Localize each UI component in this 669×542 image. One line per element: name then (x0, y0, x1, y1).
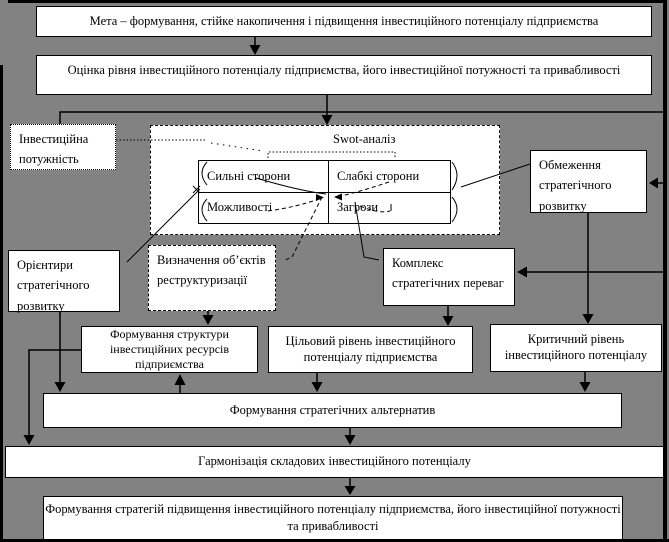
connector-constraints-to-critical (583, 213, 594, 324)
frame-border-left (0, 65, 3, 542)
node-strategic-advantages-label: Комплекс стратегічних переваг (392, 256, 504, 291)
node-harmonization (5, 446, 664, 478)
swot-cell-opportunities (199, 193, 329, 223)
node-guidelines (8, 250, 120, 312)
swot-cell-weaknesses (329, 161, 450, 193)
connector-assessment-to-swot (322, 95, 333, 125)
connector-goal-to-assessment (250, 37, 261, 55)
node-resources-structure-label: Формування структури інвестиційних ресурсів підприємства (109, 327, 230, 371)
node-strategic-advantages (383, 248, 515, 306)
node-investment-capacity (10, 124, 116, 170)
node-alternatives (43, 393, 622, 428)
node-harmonization-label: Гармонізація складових інвестиційного потенціалу (198, 454, 471, 469)
node-goal-label: Мета – формування, стійке накопичення і підвищення інвестиційного потенціалу підприємства (89, 13, 599, 28)
connector-guidelines-to-alternatives (55, 312, 66, 392)
node-assessment-label: Оцінка рівня інвестиційного потенціалу підприємства, його інвестиційної потужності та привабливості (67, 63, 621, 77)
node-critical-level-label: Критичний рівень інвестиційного потенціалу (504, 332, 648, 362)
connector-alternatives-to-resources (175, 374, 186, 393)
swot-weaknesses-label: Слабкі сторони (337, 168, 420, 183)
swot-opportunities-label: Можливості (207, 200, 273, 215)
node-goal (36, 6, 652, 37)
connector-branch-line (60, 112, 663, 124)
node-critical-level (490, 324, 662, 372)
connector-alternatives-to-harmonization (345, 428, 356, 445)
node-target-level (268, 326, 473, 373)
node-constraints-label: Обмеження стратегічного розвитку (539, 158, 612, 213)
connector-advantages-to-target (443, 306, 454, 326)
swot-panel (150, 125, 500, 235)
connector-critical-to-alternatives (580, 372, 591, 392)
node-restructuring-objects-label: Визначення об’єктів реструктуризації (157, 253, 266, 288)
connector-restructuring-to-resources (203, 311, 214, 325)
node-investment-capacity-label: Інвестиційна потужність (19, 132, 89, 167)
connector-border-to-advantages (517, 267, 665, 278)
node-restructuring-objects (148, 245, 276, 311)
connector-target-to-alternatives (312, 373, 323, 392)
node-strategies-label: Формування стратегій підвищення інвестиційного потенціалу підприємства, його інвестиційної потужності та привабливості (45, 502, 621, 533)
swot-strengths-label: Сильні сторони (207, 168, 291, 183)
node-constraints (530, 150, 647, 213)
swot-cell-strengths (199, 161, 329, 193)
swot-title: Swot-аналіз (333, 132, 396, 146)
node-guidelines-label: Орієнтири стратегічного розвитку (17, 258, 90, 313)
connector-harmonization-to-strategies (345, 478, 356, 495)
node-strategies (43, 496, 623, 540)
frame-border-top (8, 0, 667, 3)
node-alternatives-label: Формування стратегічних альтернатив (229, 402, 436, 417)
swot-table (198, 160, 451, 224)
node-assessment (36, 55, 652, 95)
node-target-level-label: Цільовий рівень інвестиційного потенціалу підприємства (285, 333, 456, 364)
swot-threats-label: Загрози (337, 200, 379, 215)
node-resources-structure (81, 326, 258, 373)
swot-cell-threats (329, 193, 450, 223)
